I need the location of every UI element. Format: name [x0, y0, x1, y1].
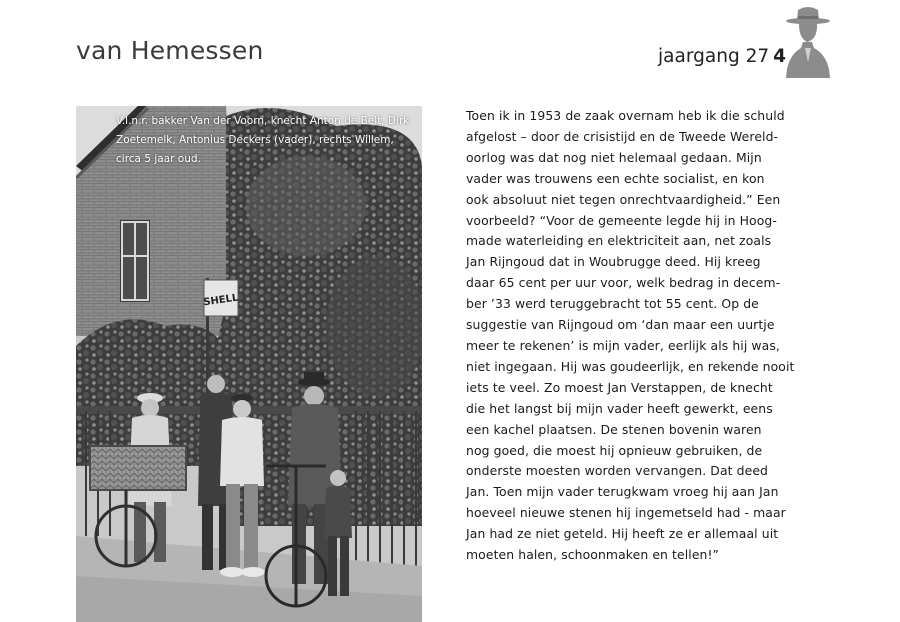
page-header-title: van Hemessen: [76, 36, 264, 65]
article-line: ber ’33 werd teruggebracht tot 55 cent. Op de: [466, 296, 759, 312]
page-header-volume: [658, 46, 786, 67]
article-line: moeten halen, schoonmaken en tellen!”: [466, 547, 720, 563]
article-line: voorbeeld? “Voor de gemeente legde hij in Hoog-: [466, 212, 777, 228]
article-line: Jan. Toen mijn vader terugkwam vroeg hij aan Jan: [466, 484, 779, 500]
article-body: [466, 106, 808, 566]
article-line: iets te veel. Zo moest Jan Verstappen, de knecht: [466, 379, 773, 395]
volume-label: jaargang 27: [658, 46, 770, 67]
article-line: afgelost – door de crisistijd en de Tweede Wereld-: [466, 128, 779, 144]
article-line: Toen ik in 1953 de zaak overnam heb ik die schuld: [466, 108, 785, 123]
article-line: oorlog was dat nog niet helemaal gedaan. Mijn: [466, 149, 762, 165]
historical-photo: [76, 106, 422, 622]
article-line: suggestie van Rijngoud om ‘dan maar een uurtje: [466, 317, 775, 333]
page-number: 4: [773, 46, 786, 67]
article-line: een kachel plaatsen. De stenen bovenin waren: [466, 421, 762, 437]
article-line: ook absoluut niet tegen onrechtvaardigheid.” Een: [466, 191, 781, 207]
article-line: hoeveel nieuwe stenen hij ingemetseld had - maar: [466, 505, 786, 521]
man-with-hat-silhouette-icon: [783, 4, 833, 78]
article-line: die het langst bij mijn vader heeft gewerkt, eens: [466, 400, 773, 416]
article-line: meer te rekenen’ is mijn vader, eerlijk als hij was,: [466, 337, 780, 353]
photo-caption: V.l.n.r. bakker Van der Voorn, knecht Anton de Belt, Dirk Zoetemelk, Antonius Deckers (vader), rechts Willem, circa 5 jaar oud.: [116, 115, 410, 165]
article-line: Jan had ze niet geteld. Hij heeft ze er allemaal uit: [466, 526, 779, 542]
article-line: Jan Rijngoud dat in Woubrugge deed. Hij kreeg: [466, 254, 761, 270]
article-line: vader was trouwens een echte socialist, en kon: [466, 170, 765, 186]
article-line: daar 65 cent per uur voor, welk bedrag in decem-: [466, 275, 781, 291]
shell-sign: SHELL: [202, 292, 240, 309]
article-line: onderste moesten worden vervangen. Dat deed: [466, 463, 769, 479]
article-line: nog goed, die moest hij opnieuw gebruiken, de: [466, 442, 763, 458]
article-line: niet ingegaan. Hij was goudeerlijk, en rekende nooit: [466, 358, 795, 374]
photo-scene: [76, 106, 422, 622]
article-line: made waterleiding en elektriciteit aan, net zoals: [466, 233, 772, 249]
